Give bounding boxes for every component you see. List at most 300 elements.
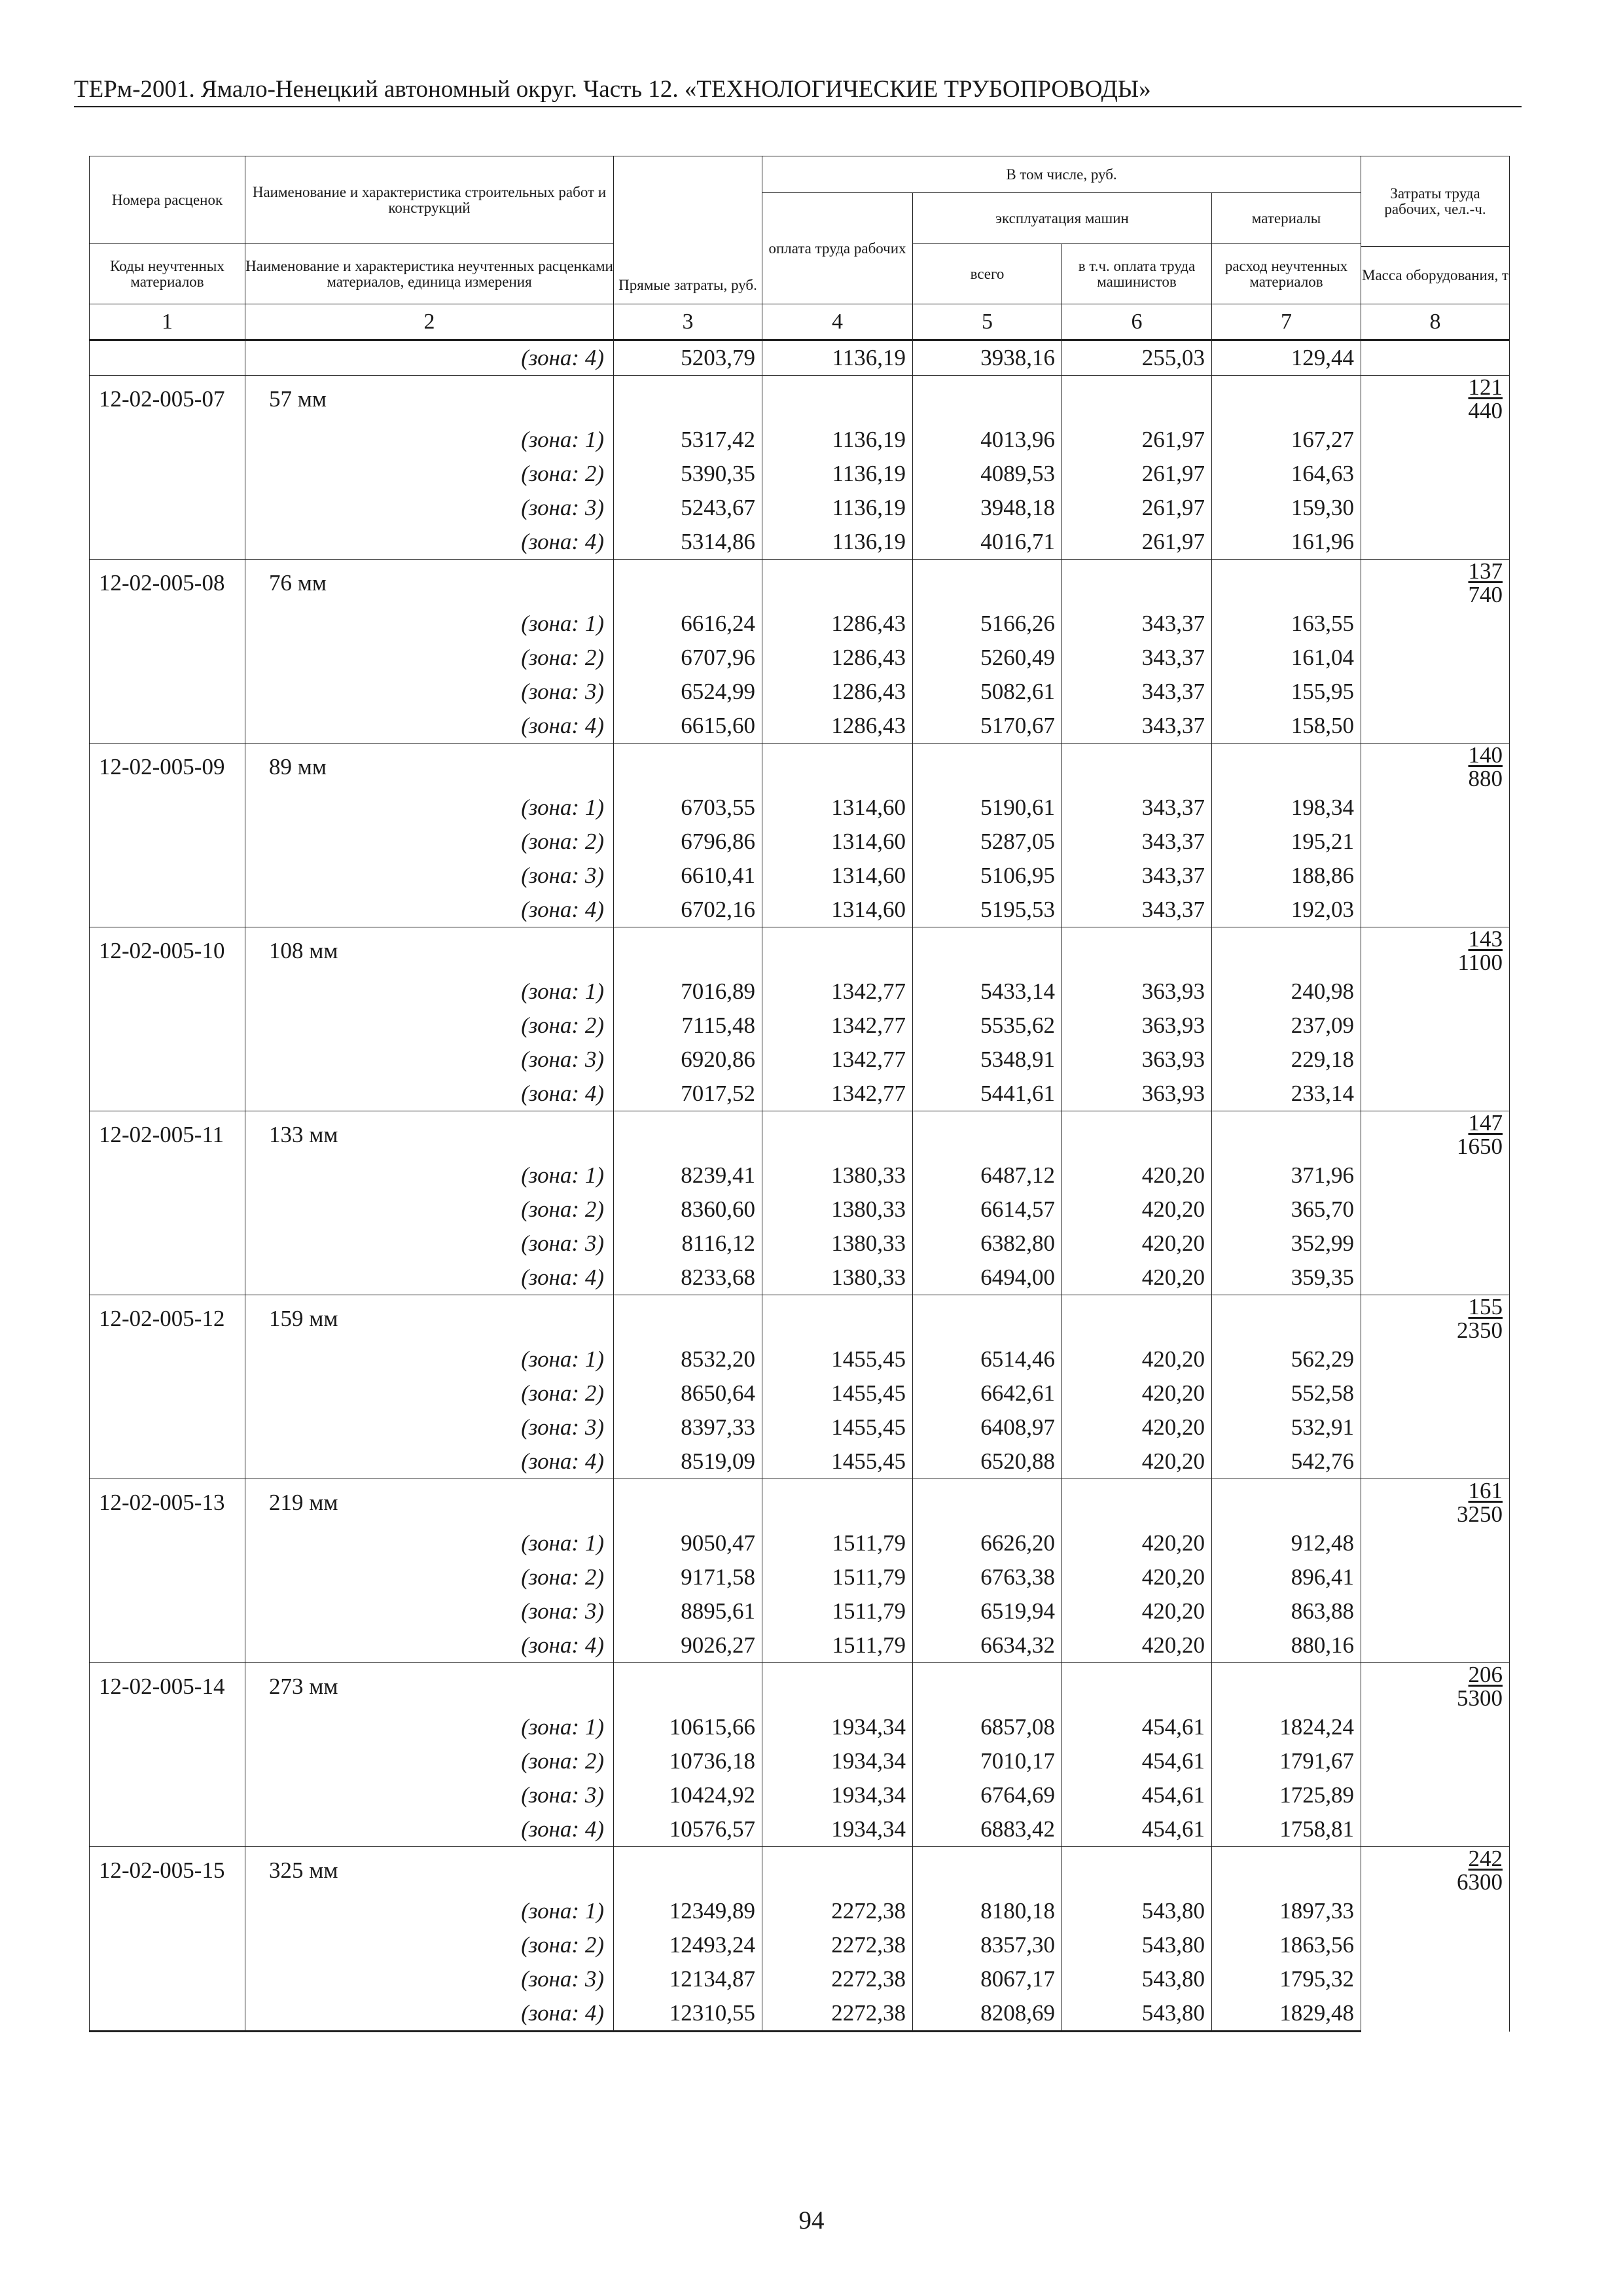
value-cell: 454,61	[1062, 1710, 1212, 1744]
code-cell	[90, 1812, 245, 1847]
zone-label: (зона: 1)	[245, 975, 614, 1009]
value-cell: 261,97	[1062, 457, 1212, 491]
zone-label: (зона: 4)	[245, 1812, 614, 1847]
table-row	[90, 1261, 1510, 1295]
pipe-size: 159 мм	[245, 1295, 614, 1343]
value-cell: 1380,33	[762, 1261, 913, 1295]
group-header-row	[90, 1847, 1510, 1895]
labor-mass-fraction	[1457, 1111, 1503, 1158]
value-cell: 1342,77	[762, 1009, 913, 1043]
empty-cell	[1062, 1479, 1212, 1527]
code-cell	[90, 491, 245, 525]
zone-label: (зона: 4)	[245, 525, 614, 560]
column-number: 7	[1212, 304, 1361, 340]
pipe-size: 325 мм	[245, 1847, 614, 1895]
equipment-mass: 440	[1468, 398, 1503, 423]
value-cell: 1314,60	[762, 859, 913, 893]
value-cell: 1286,43	[762, 607, 913, 641]
value-cell: 161,96	[1212, 525, 1361, 560]
value-cell: 2272,38	[762, 1962, 913, 1996]
table-row	[90, 525, 1510, 560]
table-row	[90, 975, 1510, 1009]
value-cell: 6408,97	[913, 1410, 1062, 1444]
value-cell: 420,20	[1062, 1227, 1212, 1261]
value-cell: 261,97	[1062, 525, 1212, 560]
equipment-mass: 2350	[1457, 1318, 1503, 1343]
zone-label: (зона: 4)	[245, 1444, 614, 1479]
value-cell: 363,93	[1062, 975, 1212, 1009]
zone-label: (зона: 3)	[245, 491, 614, 525]
column-number: 1	[90, 304, 245, 340]
code-cell	[90, 1376, 245, 1410]
table-row	[90, 791, 1510, 825]
pipe-size: 108 мм	[245, 927, 614, 975]
table-row	[90, 1560, 1510, 1594]
code-cell	[90, 1744, 245, 1778]
value-cell: 233,14	[1212, 1077, 1361, 1111]
zone-label: (зона: 2)	[245, 1560, 614, 1594]
value-cell: 195,21	[1212, 825, 1361, 859]
value-cell: 240,98	[1212, 975, 1361, 1009]
table-row	[90, 825, 1510, 859]
value-cell: 7115,48	[614, 1009, 762, 1043]
table-row	[90, 1594, 1510, 1628]
value-cell: 343,37	[1062, 641, 1212, 675]
empty-cell	[762, 927, 913, 975]
labor-hours: 143	[1468, 926, 1503, 952]
code-cell	[90, 1043, 245, 1077]
value-cell: 6494,00	[913, 1261, 1062, 1295]
value-cell: 8239,41	[614, 1158, 762, 1193]
zone-label: (зона: 2)	[245, 1744, 614, 1778]
value-cell: 5260,49	[913, 641, 1062, 675]
materials-header: материалы	[1212, 193, 1361, 244]
value-cell: 2272,38	[762, 1996, 913, 2032]
labor-mass-fraction	[1457, 1479, 1503, 1526]
value-cell: 6610,41	[614, 859, 762, 893]
value-cell: 198,34	[1212, 791, 1361, 825]
value-cell: 2272,38	[762, 1928, 913, 1962]
value-cell: 261,97	[1062, 491, 1212, 525]
group-header-row	[90, 1663, 1510, 1711]
value-cell: 1136,19	[762, 525, 913, 560]
value-cell: 6703,55	[614, 791, 762, 825]
labor-hours: 155	[1468, 1294, 1503, 1319]
value-cell: 255,03	[1062, 340, 1212, 376]
price-table	[89, 156, 1510, 2032]
value-cell: 1511,79	[762, 1526, 913, 1560]
table-row	[90, 1710, 1510, 1744]
value-cell: 1314,60	[762, 825, 913, 859]
value-cell: 1455,45	[762, 1342, 913, 1376]
empty-cell	[1212, 927, 1361, 975]
empty-cell	[913, 560, 1062, 607]
empty-cell	[1212, 560, 1361, 607]
value-cell: 164,63	[1212, 457, 1361, 491]
labor-mass-cell	[1361, 376, 1510, 560]
empty-cell	[614, 927, 762, 975]
empty-cell	[762, 560, 913, 607]
value-cell: 371,96	[1212, 1158, 1361, 1193]
value-cell: 543,80	[1062, 1894, 1212, 1928]
value-cell: 343,37	[1062, 791, 1212, 825]
equipment-mass: 880	[1468, 766, 1503, 791]
value-cell: 420,20	[1062, 1193, 1212, 1227]
equipment-mass: 1100	[1457, 950, 1503, 975]
value-cell: 1455,45	[762, 1444, 913, 1479]
code-cell	[90, 675, 245, 709]
col8-header-bottom: Масса оборудования, т	[1361, 247, 1510, 304]
empty-cell	[1062, 1111, 1212, 1159]
value-cell: 5166,26	[913, 607, 1062, 641]
value-cell: 3938,16	[913, 340, 1062, 376]
zone-label: (зона: 4)	[245, 1077, 614, 1111]
zone-label: (зона: 1)	[245, 1710, 614, 1744]
value-cell: 192,03	[1212, 893, 1361, 927]
value-cell: 6764,69	[913, 1778, 1062, 1812]
labor-cell	[1361, 340, 1510, 376]
code-cell	[90, 1560, 245, 1594]
empty-cell	[614, 744, 762, 791]
value-cell: 12310,55	[614, 1996, 762, 2032]
value-cell: 261,97	[1062, 423, 1212, 457]
zone-label: (зона: 1)	[245, 607, 614, 641]
value-cell: 5287,05	[913, 825, 1062, 859]
group-header-row	[90, 927, 1510, 975]
zone-label: (зона: 3)	[245, 1043, 614, 1077]
value-cell: 129,44	[1212, 340, 1361, 376]
empty-cell	[1062, 1663, 1212, 1711]
value-cell: 6514,46	[913, 1342, 1062, 1376]
empty-cell	[913, 376, 1062, 423]
value-cell: 188,86	[1212, 859, 1361, 893]
value-cell: 8116,12	[614, 1227, 762, 1261]
code-cell	[90, 423, 245, 457]
empty-cell	[1062, 1847, 1212, 1895]
value-cell: 1934,34	[762, 1710, 913, 1744]
labor-hours: 137	[1468, 558, 1503, 584]
code-cell	[90, 457, 245, 491]
code-cell	[90, 1710, 245, 1744]
code-cell	[90, 1077, 245, 1111]
value-cell: 365,70	[1212, 1193, 1361, 1227]
zone-label: (зона: 3)	[245, 1227, 614, 1261]
column-number: 8	[1361, 304, 1510, 340]
rate-code: 12-02-005-12	[90, 1295, 245, 1343]
value-cell: 1758,81	[1212, 1812, 1361, 1847]
value-cell: 552,58	[1212, 1376, 1361, 1410]
zone-label: (зона: 4)	[245, 1261, 614, 1295]
including-header: В том числе, руб.	[762, 156, 1361, 193]
col3-header: Прямые затраты, руб.	[614, 156, 762, 304]
code-cell	[90, 525, 245, 560]
value-cell: 6702,16	[614, 893, 762, 927]
zone-label: (зона: 1)	[245, 1526, 614, 1560]
pipe-size: 76 мм	[245, 560, 614, 607]
value-cell: 6634,32	[913, 1628, 1062, 1663]
table-row	[90, 1996, 1510, 2032]
value-cell: 542,76	[1212, 1444, 1361, 1479]
column-number: 3	[614, 304, 762, 340]
value-cell: 5535,62	[913, 1009, 1062, 1043]
column-number: 4	[762, 304, 913, 340]
zone-label: (зона: 1)	[245, 1894, 614, 1928]
rate-code: 12-02-005-09	[90, 744, 245, 791]
zone-label: (зона: 3)	[245, 1778, 614, 1812]
value-cell: 12349,89	[614, 1894, 762, 1928]
column-number: 5	[913, 304, 1062, 340]
value-cell: 1725,89	[1212, 1778, 1361, 1812]
value-cell: 359,35	[1212, 1261, 1361, 1295]
code-cell	[90, 825, 245, 859]
value-cell: 1791,67	[1212, 1744, 1361, 1778]
value-cell: 420,20	[1062, 1342, 1212, 1376]
value-cell: 5441,61	[913, 1077, 1062, 1111]
code-cell	[90, 859, 245, 893]
code-cell	[90, 340, 245, 376]
value-cell: 420,20	[1062, 1158, 1212, 1193]
value-cell: 1314,60	[762, 791, 913, 825]
table-row	[90, 641, 1510, 675]
labor-mass-fraction	[1457, 1295, 1503, 1342]
value-cell: 6920,86	[614, 1043, 762, 1077]
empty-cell	[762, 1663, 913, 1711]
empty-cell	[913, 1847, 1062, 1895]
col8-header-top: Затраты труда рабочих, чел.-ч.	[1361, 156, 1510, 247]
code-cell	[90, 1158, 245, 1193]
value-cell: 10615,66	[614, 1710, 762, 1744]
empty-cell	[1062, 1295, 1212, 1343]
value-cell: 2272,38	[762, 1894, 913, 1928]
value-cell: 1342,77	[762, 975, 913, 1009]
materials-unaccounted-header: расход неучтенных материалов	[1212, 244, 1361, 304]
value-cell: 6707,96	[614, 641, 762, 675]
col1-header-top: Номера расценок	[90, 156, 245, 244]
zone-label: (зона: 2)	[245, 1928, 614, 1962]
value-cell: 1897,33	[1212, 1894, 1361, 1928]
empty-cell	[1212, 1295, 1361, 1343]
value-cell: 6616,24	[614, 607, 762, 641]
value-cell: 7010,17	[913, 1744, 1062, 1778]
equipment-mass: 740	[1468, 582, 1503, 607]
value-cell: 562,29	[1212, 1342, 1361, 1376]
table-body	[90, 340, 1510, 2032]
value-cell: 1380,33	[762, 1158, 913, 1193]
table-row	[90, 675, 1510, 709]
value-cell: 5195,53	[913, 893, 1062, 927]
document-header: ТЕРм-2001. Ямало-Ненецкий автономный округ. Часть 12. «ТЕХНОЛОГИЧЕСКИЕ ТРУБОПРОВОДЫ»	[74, 76, 1151, 103]
value-cell: 6524,99	[614, 675, 762, 709]
code-cell	[90, 1227, 245, 1261]
zone-label: (зона: 3)	[245, 1962, 614, 1996]
value-cell: 6626,20	[913, 1526, 1062, 1560]
value-cell: 363,93	[1062, 1043, 1212, 1077]
code-cell	[90, 1526, 245, 1560]
value-cell: 543,80	[1062, 1962, 1212, 1996]
empty-cell	[913, 927, 1062, 975]
code-cell	[90, 791, 245, 825]
table-row	[90, 709, 1510, 744]
value-cell: 8357,30	[913, 1928, 1062, 1962]
value-cell: 5433,14	[913, 975, 1062, 1009]
table-row	[90, 1962, 1510, 1996]
machines-total-header: всего	[913, 244, 1062, 304]
table-row	[90, 859, 1510, 893]
value-cell: 8208,69	[913, 1996, 1062, 2032]
empty-cell	[762, 376, 913, 423]
table-row	[90, 1444, 1510, 1479]
value-cell: 8519,09	[614, 1444, 762, 1479]
value-cell: 1934,34	[762, 1812, 913, 1847]
zone-label: (зона: 3)	[245, 1594, 614, 1628]
value-cell: 8067,17	[913, 1962, 1062, 1996]
labor-mass-fraction	[1469, 560, 1503, 607]
zone-label: (зона: 3)	[245, 1410, 614, 1444]
pipe-size: 133 мм	[245, 1111, 614, 1159]
rate-code: 12-02-005-15	[90, 1847, 245, 1895]
value-cell: 167,27	[1212, 423, 1361, 457]
empty-cell	[1062, 744, 1212, 791]
table-row	[90, 1778, 1510, 1812]
empty-cell	[913, 1663, 1062, 1711]
labor-hours: 242	[1468, 1846, 1503, 1871]
empty-cell	[913, 1111, 1062, 1159]
value-cell: 9026,27	[614, 1628, 762, 1663]
value-cell: 8532,20	[614, 1342, 762, 1376]
value-cell: 5348,91	[913, 1043, 1062, 1077]
value-cell: 6642,61	[913, 1376, 1062, 1410]
zone-label: (зона: 4)	[245, 1996, 614, 2032]
col2-header-top: Наименование и характеристика строительных работ и конструкций	[245, 156, 614, 244]
value-cell: 1314,60	[762, 893, 913, 927]
value-cell: 6382,80	[913, 1227, 1062, 1261]
value-cell: 1136,19	[762, 491, 913, 525]
table-row	[90, 607, 1510, 641]
table-row	[90, 1077, 1510, 1111]
zone-label: (зона: 1)	[245, 423, 614, 457]
equipment-mass: 1650	[1457, 1134, 1503, 1159]
zone-label: (зона: 1)	[245, 1342, 614, 1376]
table-row	[90, 1812, 1510, 1847]
table-head	[90, 156, 1510, 340]
value-cell: 6796,86	[614, 825, 762, 859]
value-cell: 420,20	[1062, 1444, 1212, 1479]
value-cell: 10736,18	[614, 1744, 762, 1778]
value-cell: 9171,58	[614, 1560, 762, 1594]
zone-label: (зона: 3)	[245, 675, 614, 709]
empty-cell	[913, 1479, 1062, 1527]
rate-code: 12-02-005-07	[90, 376, 245, 423]
value-cell: 1136,19	[762, 423, 913, 457]
value-cell: 5243,67	[614, 491, 762, 525]
value-cell: 163,55	[1212, 607, 1361, 641]
pipe-size: 273 мм	[245, 1663, 614, 1711]
code-cell	[90, 1962, 245, 1996]
value-cell: 1934,34	[762, 1744, 913, 1778]
labor-mass-cell	[1361, 927, 1510, 1111]
table-row	[90, 1342, 1510, 1376]
value-cell: 1380,33	[762, 1227, 913, 1261]
value-cell: 161,04	[1212, 641, 1361, 675]
value-cell: 1829,48	[1212, 1996, 1361, 2032]
rate-code: 12-02-005-11	[90, 1111, 245, 1159]
code-cell	[90, 607, 245, 641]
empty-cell	[614, 376, 762, 423]
value-cell: 454,61	[1062, 1744, 1212, 1778]
group-header-row	[90, 376, 1510, 423]
code-cell	[90, 893, 245, 927]
empty-cell	[614, 1663, 762, 1711]
pipe-size: 57 мм	[245, 376, 614, 423]
value-cell: 912,48	[1212, 1526, 1361, 1560]
table-row	[90, 1744, 1510, 1778]
code-cell	[90, 975, 245, 1009]
value-cell: 5082,61	[913, 675, 1062, 709]
table-row	[90, 423, 1510, 457]
zone-label: (зона: 4)	[245, 340, 614, 376]
empty-cell	[614, 1847, 762, 1895]
value-cell: 6763,38	[913, 1560, 1062, 1594]
code-cell	[90, 1894, 245, 1928]
value-cell: 420,20	[1062, 1628, 1212, 1663]
rate-code: 12-02-005-13	[90, 1479, 245, 1527]
labor-hours: 161	[1468, 1478, 1503, 1503]
labor-pay-header: оплата труда рабочих	[762, 193, 913, 304]
zone-label: (зона: 1)	[245, 791, 614, 825]
value-cell: 454,61	[1062, 1778, 1212, 1812]
value-cell: 6520,88	[913, 1444, 1062, 1479]
empty-cell	[614, 560, 762, 607]
code-cell	[90, 641, 245, 675]
value-cell: 1286,43	[762, 675, 913, 709]
machinists-pay-header: в т.ч. оплата труда машинистов	[1062, 244, 1212, 304]
equipment-mass: 5300	[1457, 1685, 1503, 1711]
value-cell: 543,80	[1062, 1996, 1212, 2032]
value-cell: 4089,53	[913, 457, 1062, 491]
empty-cell	[614, 1479, 762, 1527]
value-cell: 1136,19	[762, 340, 913, 376]
value-cell: 343,37	[1062, 893, 1212, 927]
value-cell: 8233,68	[614, 1261, 762, 1295]
value-cell: 1380,33	[762, 1193, 913, 1227]
table-row	[90, 1227, 1510, 1261]
value-cell: 1342,77	[762, 1043, 913, 1077]
value-cell: 1824,24	[1212, 1710, 1361, 1744]
value-cell: 8650,64	[614, 1376, 762, 1410]
value-cell: 420,20	[1062, 1560, 1212, 1594]
col2-header-bottom: Наименование и характеристика неучтенных расценками материалов, единица измерения	[245, 244, 614, 304]
value-cell: 1286,43	[762, 709, 913, 744]
pipe-size: 219 мм	[245, 1479, 614, 1527]
rate-code: 12-02-005-14	[90, 1663, 245, 1711]
code-cell	[90, 1628, 245, 1663]
value-cell: 7016,89	[614, 975, 762, 1009]
value-cell: 6487,12	[913, 1158, 1062, 1193]
value-cell: 343,37	[1062, 709, 1212, 744]
labor-mass-fraction	[1469, 744, 1503, 791]
zone-label: (зона: 2)	[245, 457, 614, 491]
zone-label: (зона: 2)	[245, 825, 614, 859]
value-cell: 5170,67	[913, 709, 1062, 744]
value-cell: 237,09	[1212, 1009, 1361, 1043]
table-row	[90, 1628, 1510, 1663]
code-cell	[90, 1009, 245, 1043]
value-cell: 454,61	[1062, 1812, 1212, 1847]
code-cell	[90, 1778, 245, 1812]
value-cell: 159,30	[1212, 491, 1361, 525]
labor-mass-cell	[1361, 744, 1510, 927]
value-cell: 1511,79	[762, 1560, 913, 1594]
